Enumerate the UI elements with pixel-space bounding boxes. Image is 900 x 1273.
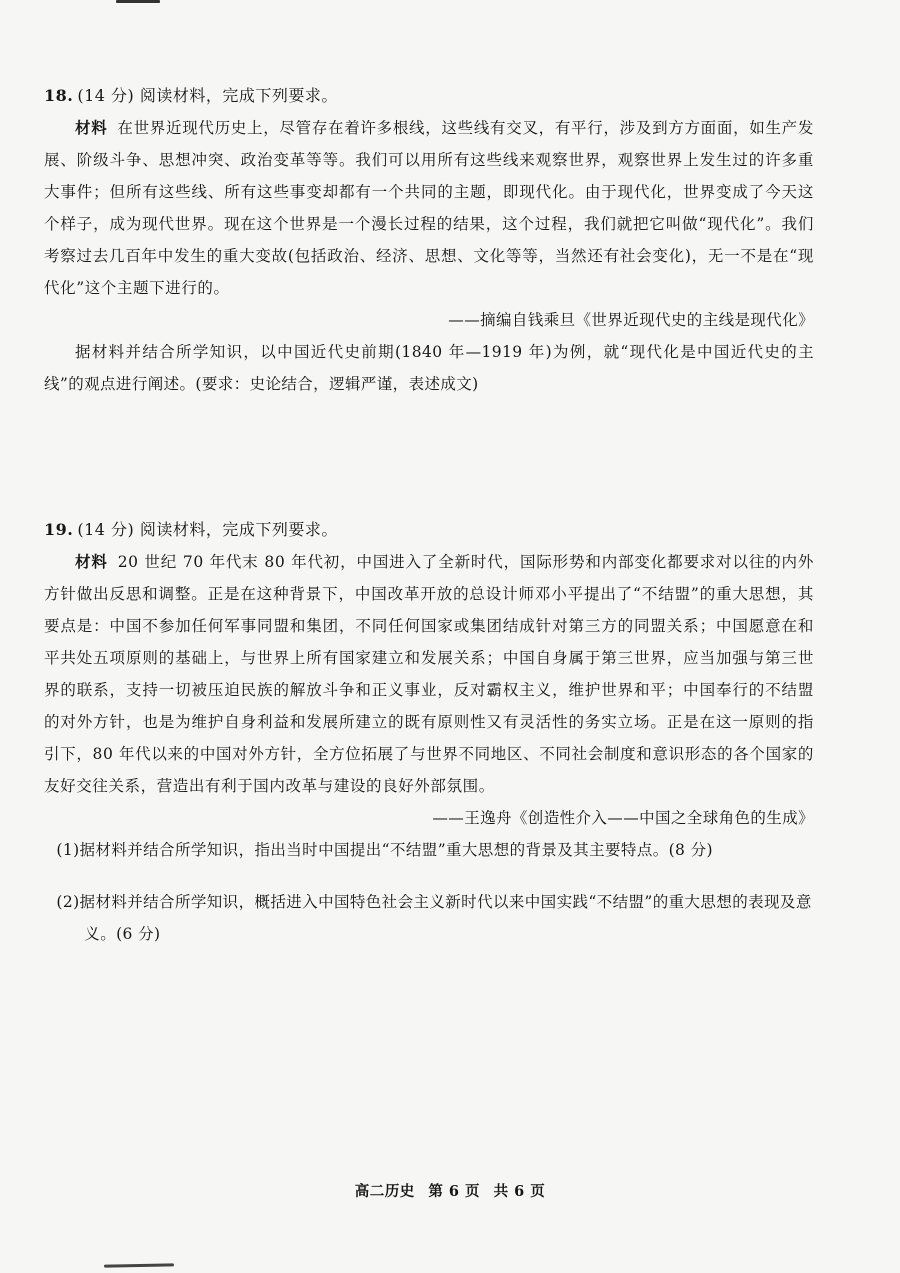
question-instruction: 阅读材料，完成下列要求。	[139, 520, 338, 539]
footer-page-number: 第 6 页	[428, 1183, 480, 1200]
material-label: 材料	[75, 552, 108, 571]
question-18	[44, 80, 814, 400]
question-19	[44, 514, 814, 950]
question-19-header	[44, 514, 814, 546]
question-number: 18.	[44, 86, 74, 105]
material-label: 材料	[75, 118, 108, 137]
sub-question-1: (1)据材料并结合所学知识，指出当时中国提出“不结盟”重大思想的背景及其主要特点。(8 分)	[56, 841, 713, 859]
sub-question-2: (2)据材料并结合所学知识，概括进入中国特色社会主义新时代以来中国实践“不结盟”的重大思想的表现及意义。(6 分)	[56, 893, 812, 943]
material-text: 在世界近现代历史上，尽管存在着许多根线，这些线有交叉，有平行，涉及到方方面面，如生产发展、阶级斗争、思想冲突、政治变革等等。我们可以用所有这些线来观察世界，观察世界上发生过的许多重大事件；但所有这些线、所有这些事变却都有一个共同的主题，即现代化。由于现代化，世界变成了今天这个样子，成为现代世界。现在这个世界是一个漫长过程的结果，这个过程，我们就把它叫做“现代化”。我们考察过去几百年中发生的重大变故(包括政治、经济、思想、文化等等，当然还有社会变化)，无一不是在“现代化”这个主题下进行的。	[44, 119, 814, 297]
question-number: 19.	[44, 520, 74, 539]
material-text: 20 世纪 70 年代末 80 年代初，中国进入了全新时代，国际形势和内部变化都要求对以往的内外方针做出反思和调整。正是在这种背景下，中国改革开放的总设计师邓小平提出了“不结盟”的重大思想，其要点是：中国不参加任何军事同盟和集团，不同任何国家或集团结成针对第三方的同盟关系；中国愿意在和平共处五项原则的基础上，与世界上所有国家建立和发展关系；中国自身属于第三世界，应当加强与第三世界的联系，支持一切被压迫民族的解放斗争和正义事业，反对霸权主义，维护世界和平；中国奉行的不结盟的对外方针，也是为维护自身利益和发展所建立的既有原则性又有灵活性的务实立场。正是在这一原则的指引下，80 年代以来的中国对外方针，全方位拓展了与世界不同地区、不同社会制度和意识形态的各个国家的友好交往关系，营造出有利于国内改革与建设的良好外部氛围。	[44, 553, 815, 795]
question-task: 据材料并结合所学知识，以中国近代史前期(1840 年—1919 年)为例，就“现代化是中国近代史的主线”的观点进行阐述。(要求：史论结合，逻辑严谨，表述成文)	[44, 343, 814, 393]
scan-mark-top	[116, 0, 160, 3]
scan-mark-bottom	[104, 1263, 174, 1267]
question-score: (14 分)	[77, 520, 135, 539]
footer-subject: 高二历史	[354, 1183, 415, 1200]
question-18-header	[44, 80, 814, 112]
page-footer	[0, 1180, 900, 1201]
material-source: ——王逸舟《创造性介入——中国之全球角色的生成》	[432, 809, 814, 827]
material-source: ——摘编自钱乘旦《世界近现代史的主线是现代化》	[448, 311, 814, 329]
material-paragraph	[44, 546, 814, 802]
footer-total-pages: 共 6 页	[493, 1183, 546, 1200]
material-paragraph	[44, 112, 814, 304]
question-score: (14 分)	[77, 86, 135, 105]
question-instruction: 阅读材料，完成下列要求。	[139, 86, 338, 105]
